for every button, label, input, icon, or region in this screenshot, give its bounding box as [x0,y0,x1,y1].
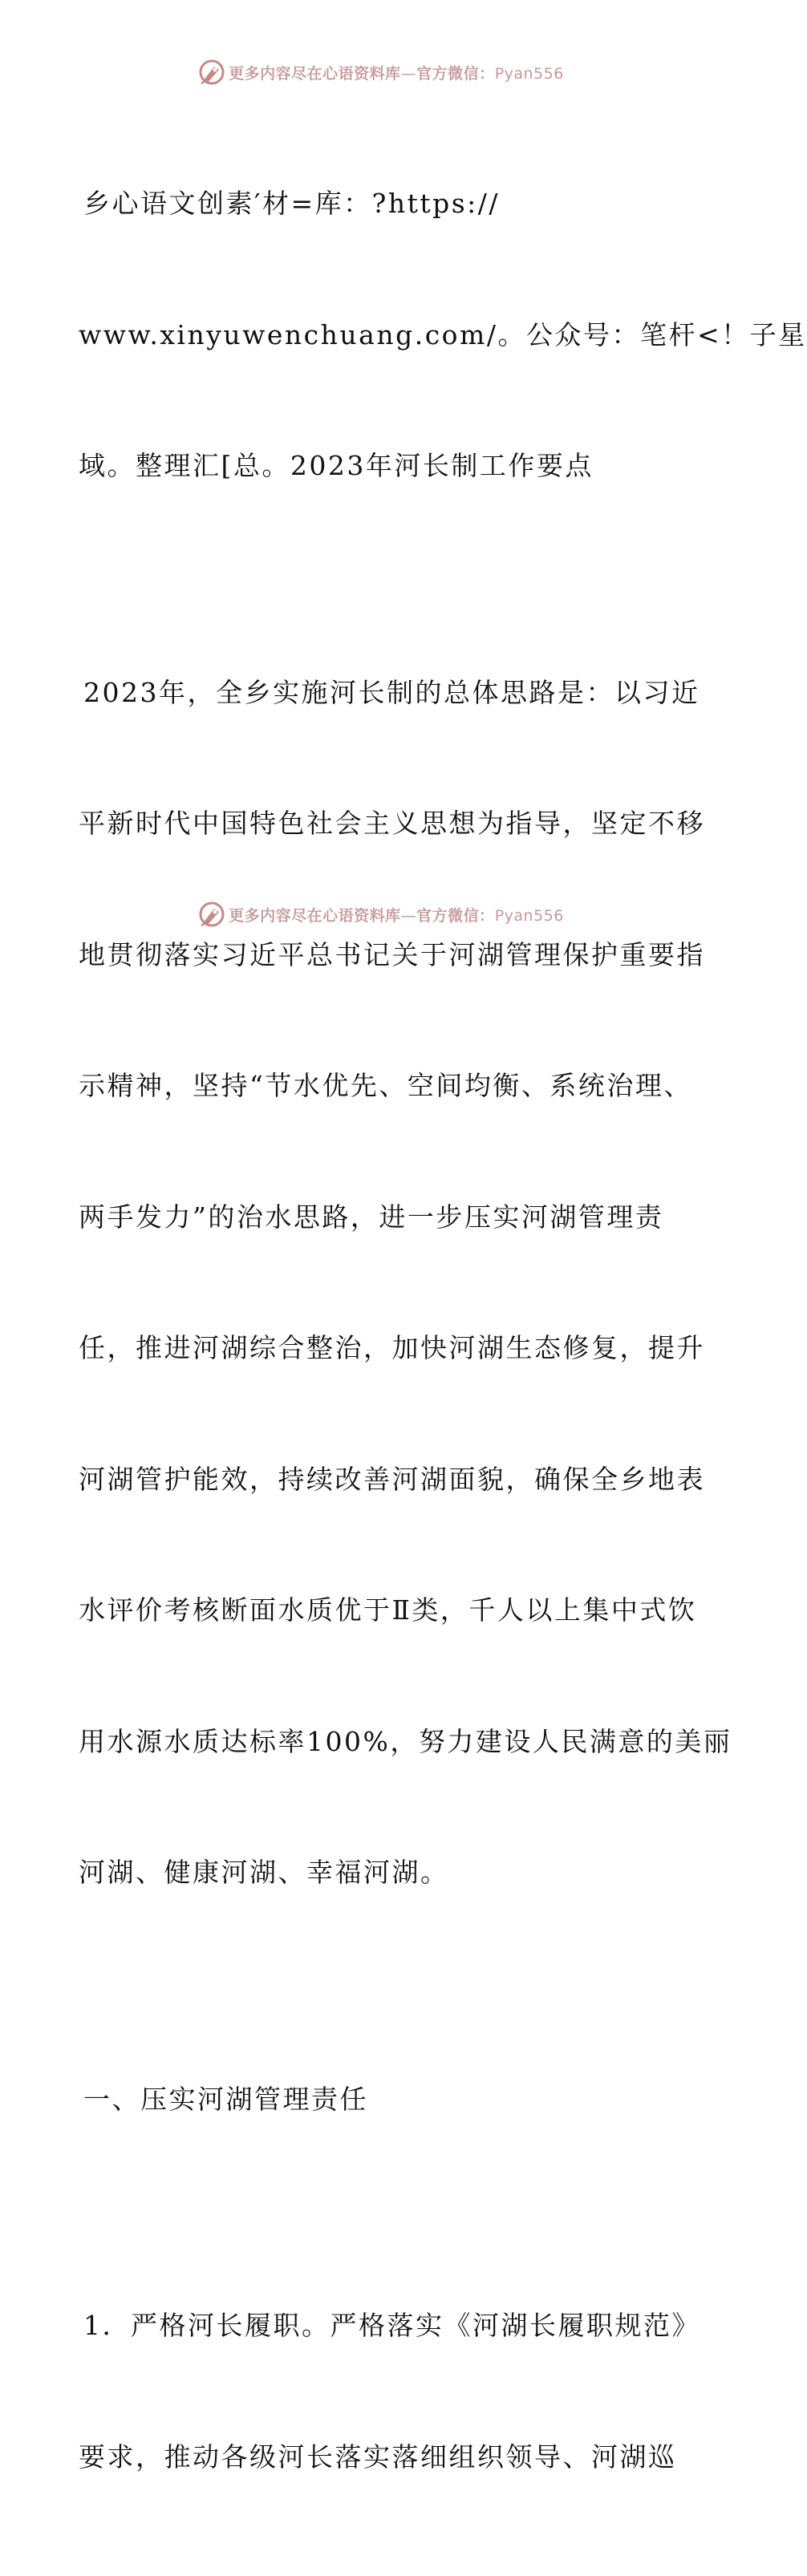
item-paragraph [79,2217,700,2566]
banner-contact-text: 官方微信： [416,906,495,925]
banner-dash: — [400,906,417,925]
banner-main-text: 更多内容尽在心语资料库 [229,64,401,83]
heading-text: 一、压实河湖管理责任 [83,2083,368,2115]
banner-main-text: 更多内容尽在心语资料库 [229,906,401,925]
footer-banner [0,898,762,930]
header-banner [0,56,762,88]
pen-nib-logo-icon [198,901,225,928]
text-line: 示精神，坚持“节水优先、空间均衡、系统治理、 [79,1070,692,1101]
text-line: 地贯彻落实习近平总书记关于河湖管理保护重要指 [79,938,705,970]
overview-paragraph [79,584,732,1983]
text-line: 水评价考核断面水质优于Ⅱ类，千人以上集中式饮 [79,1594,697,1626]
text-line: 河湖管护能效，持续改善河湖面貌，确保全乡地表 [79,1463,705,1495]
text-line: 河湖、健康河湖、幸福河湖。 [79,1857,449,1888]
text-line: 两手发力”的治水思路，进一步压实河湖管理责 [79,1201,664,1233]
section-heading [79,1991,688,2209]
banner-text [229,62,564,83]
text-line: 平新时代中国特色社会主义思想为指导，坚定不移 [79,808,705,839]
text-line: 要求，推动各级河长落实落细组织领导、河湖巡 [79,2440,677,2473]
text-line: 用水源水质达标率100%，努力建设人民满意的美丽 [79,1725,732,1757]
text-line: 域。整理汇[总。2023年河长制工作要点 [79,450,594,481]
text-line: 2023年，全乡实施河长制的总体思路是：以习近 [83,676,700,708]
banner-contact-text: 官方微信： [416,64,495,83]
banner-text [229,904,564,925]
banner-handle: Pyan556 [494,906,564,925]
document-body [79,95,807,2576]
text-line: 任，推进河湖综合整治，加快河湖生态修复，提升 [79,1332,705,1363]
banner-handle: Pyan556 [494,64,564,83]
text-line: 乡心语文创素′材=库：?https:// [83,188,501,219]
intro-paragraph [79,95,807,576]
text-line: 1．严格河长履职。严格落实《河湖长履职规范》 [83,2310,700,2341]
text-line: www.xinyuwenchuang.com/。公众号：笔杆<！子星 [79,318,807,350]
banner-dash: — [400,64,417,83]
pen-nib-logo-icon [198,59,225,86]
